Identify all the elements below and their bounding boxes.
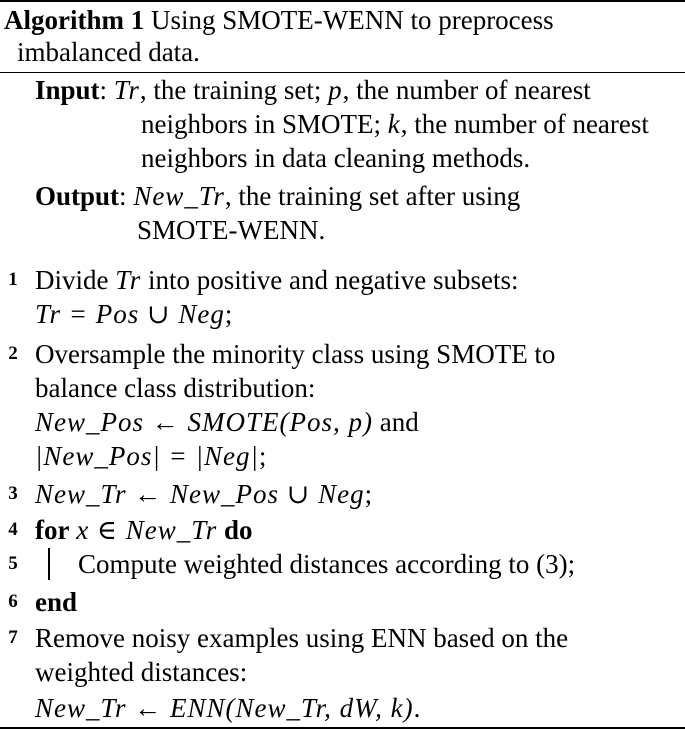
caption-text-2: imbalanced data. [17, 37, 200, 67]
keyword-do: do [224, 515, 253, 545]
step-text: balance class distribution: [35, 373, 316, 403]
step-2-line4 [35, 440, 266, 472]
step-number: 5 [8, 553, 18, 574]
output-text-2: SMOTE-WENN. [137, 215, 326, 245]
algorithm-caption-line1 [4, 4, 554, 36]
step-4-line [35, 514, 253, 546]
step-1-line1 [35, 264, 519, 296]
step-number: 4 [8, 519, 18, 540]
step-7-line2 [35, 656, 247, 688]
output-line2 [137, 214, 325, 246]
math-expression: New_Pos ← SMOTE(Pos, p) [35, 407, 373, 437]
step-text: ; [224, 299, 233, 329]
step-text: ; [364, 479, 373, 509]
loop-body-bar [48, 548, 50, 580]
step-text: Remove noisy examples using ENN based on the [35, 623, 569, 653]
step-text: Oversample the minority class using SMOTE to [35, 339, 556, 369]
output-line1 [35, 180, 520, 212]
input-sep: : [99, 75, 114, 105]
step-number: 2 [8, 343, 18, 364]
step-2-line3 [35, 406, 419, 438]
input-text-4: , the number of nearest [400, 109, 649, 139]
input-text-2: , the number of nearest [342, 75, 591, 105]
input-line1 [35, 74, 591, 106]
step-7-line3 [35, 692, 420, 724]
step-6-line [35, 586, 77, 618]
step-text: into positive and negative subsets: [141, 265, 519, 295]
var-new-tr: New_Tr [133, 181, 225, 211]
step-2-line1 [35, 338, 555, 370]
keyword-for: for [35, 515, 70, 545]
step-text: Compute weighted distances according to (3); [78, 549, 576, 579]
input-label: Input [35, 75, 100, 105]
step-number: 3 [8, 483, 18, 504]
math-expression: x ∈ New_Tr [76, 515, 218, 545]
step-number: 7 [8, 627, 18, 648]
var-tr: Tr [113, 75, 140, 105]
input-text-3: neighbors in SMOTE; [141, 109, 388, 139]
step-7-line1 [35, 622, 568, 654]
algorithm-caption-line2 [17, 36, 200, 68]
input-text-5: neighbors in data cleaning methods. [141, 143, 531, 173]
step-3-line [35, 478, 372, 510]
var-k: k [387, 109, 401, 139]
input-line2 [141, 108, 649, 140]
step-number: 1 [8, 269, 18, 290]
step-number: 6 [8, 591, 18, 612]
step-text: Divide [35, 265, 116, 295]
keyword-end: end [35, 587, 78, 617]
math-expression: |New_Pos| = |Neg| [35, 441, 259, 471]
input-text-1: , the training set; [139, 75, 329, 105]
var-p: p [328, 75, 343, 105]
math-expression: New_Tr ← ENN(New_Tr, dW, k) [35, 693, 414, 723]
step-text: and [372, 407, 419, 437]
step-text: . [413, 693, 421, 723]
math-expression: Tr = Pos ∪ Neg [35, 299, 225, 329]
step-text: weighted distances: [35, 657, 248, 687]
var-tr: Tr [115, 265, 142, 295]
top-rule [0, 0, 685, 2]
caption-text-1: Using SMOTE-WENN to preprocess [150, 5, 554, 35]
step-text: ; [258, 441, 267, 471]
algorithm-label: Algorithm 1 [4, 5, 145, 35]
caption-rule [0, 72, 685, 73]
bottom-rule [0, 727, 685, 729]
input-line3 [141, 142, 530, 174]
output-label: Output [35, 181, 120, 211]
step-2-line2 [35, 372, 315, 404]
output-sep: : [119, 181, 134, 211]
step-5-line [78, 548, 575, 580]
step-1-line2 [35, 298, 232, 330]
output-text-1: , the training set after using [224, 181, 521, 211]
math-expression: New_Tr ← New_Pos ∪ Neg [35, 479, 365, 509]
